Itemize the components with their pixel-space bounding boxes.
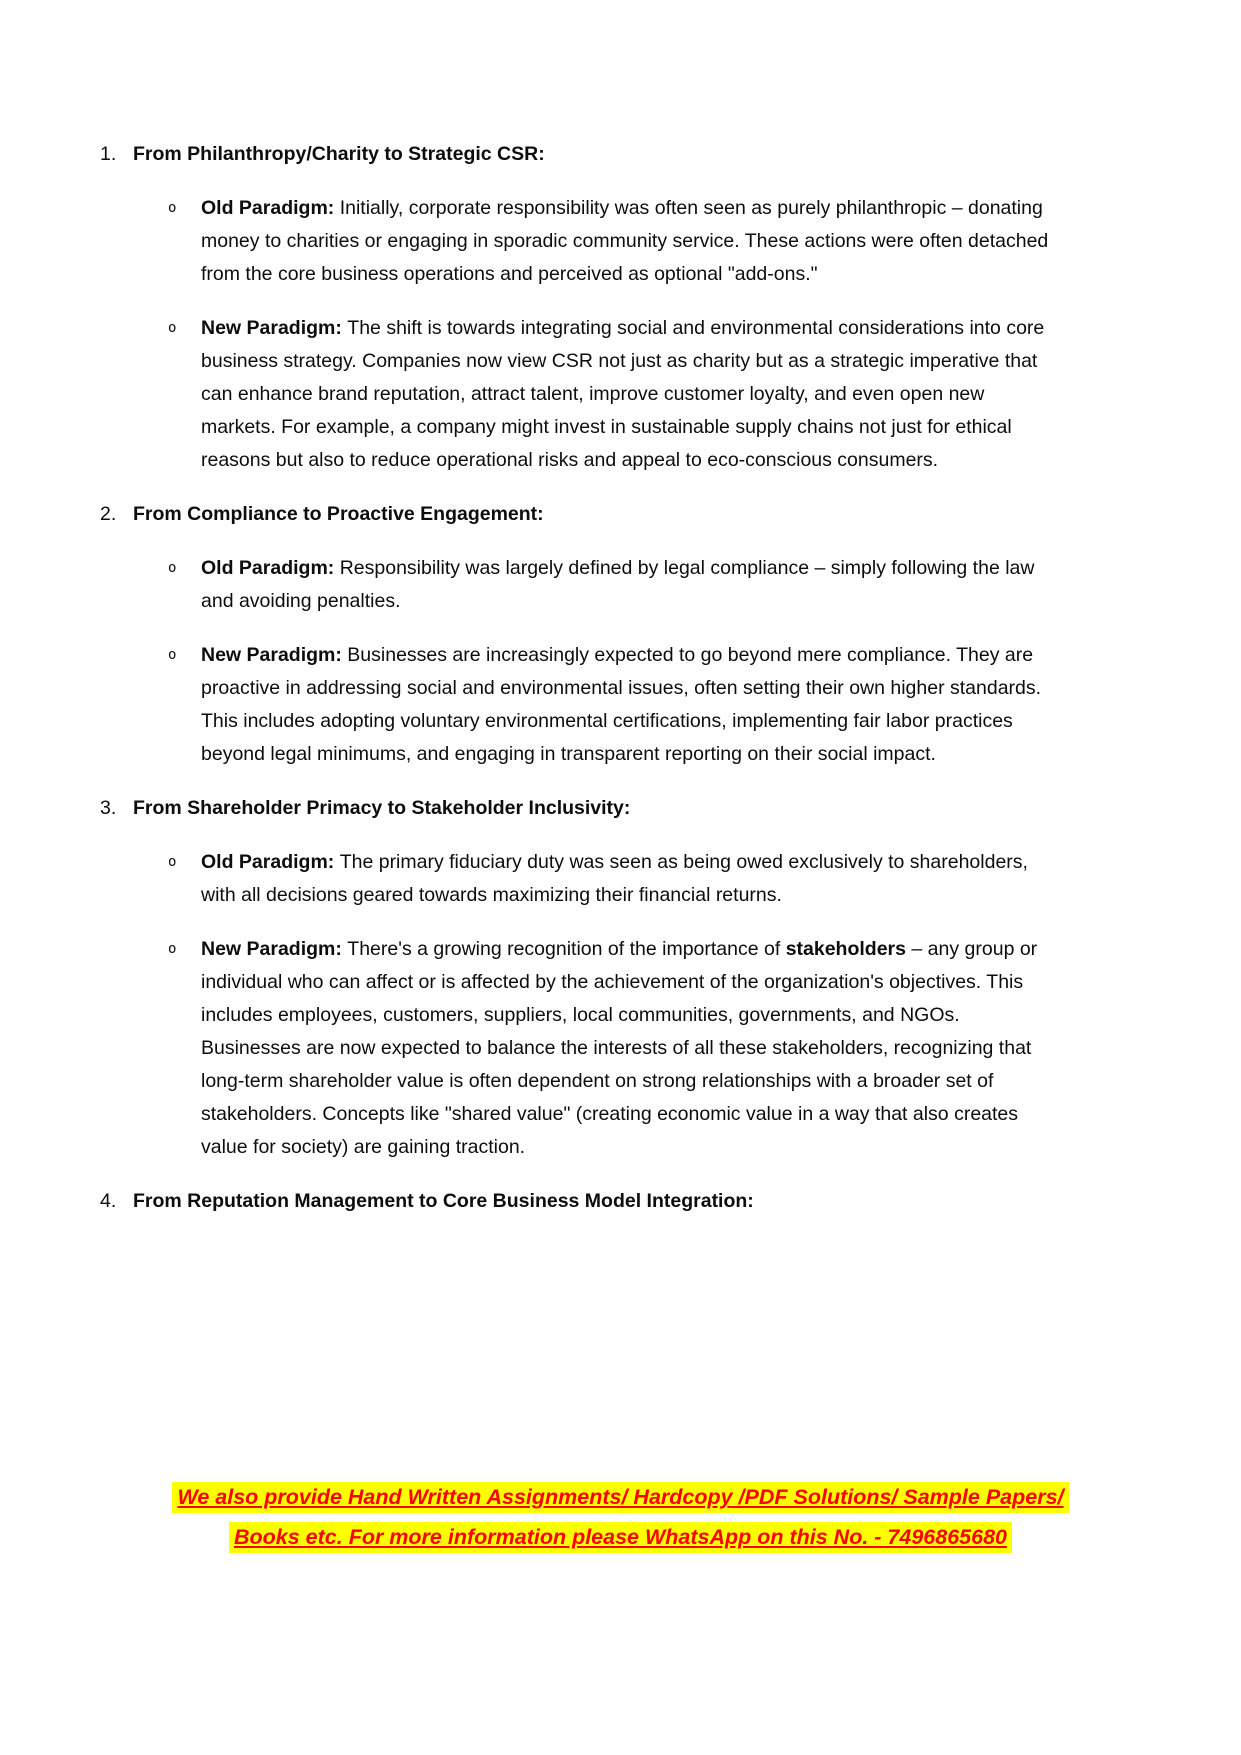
bullet-item	[168, 846, 1055, 912]
text-segment: Old Paradigm:	[201, 557, 340, 579]
text-segment: Old Paradigm:	[201, 851, 340, 873]
paradigm-shift-list	[100, 138, 1055, 1239]
footer-text-1: We also provide Hand Written Assignments/ Hardcopy /PDF Solutions/ Sample Papers/	[172, 1482, 1068, 1513]
item-heading-row	[100, 138, 1055, 171]
text-segment: Businesses are increasingly expected to go beyond mere compliance. They are proactive in addressing social and environmental issues, often setting their own higher standards. This includes adopting voluntary environmental certifications, implementing fair labor practices beyond legal minimums, and engaging in transparent reporting on their social impact.	[201, 644, 1042, 765]
bullet-item	[168, 639, 1055, 771]
list-item	[100, 498, 1055, 771]
list-item	[100, 138, 1055, 477]
bullet-marker-icon: o	[168, 320, 177, 336]
text-segment: Initially, corporate responsibility was often seen as purely philanthropic – donating money to charities or engaging in sporadic community service. These actions were often detached from the core business operations and perceived as optional "add-ons."	[201, 197, 1049, 285]
item-number: 3.	[100, 797, 117, 819]
item-heading-row	[100, 1185, 1055, 1218]
bullet-item	[168, 933, 1055, 1164]
bullet-marker-icon: o	[168, 854, 177, 870]
text-segment: stakeholders	[785, 938, 906, 960]
item-heading-row	[100, 498, 1055, 531]
item-heading: From Compliance to Proactive Engagement:	[133, 503, 544, 525]
footer-text-2: Books etc. For more information please WhatsApp on this No. - 7496865680	[229, 1522, 1012, 1553]
item-number: 1.	[100, 143, 117, 165]
text-segment: New Paradigm:	[201, 317, 348, 339]
list-item	[100, 792, 1055, 1164]
bullet-paragraph	[201, 552, 1055, 618]
footer-line	[0, 1517, 1241, 1557]
text-segment: The primary fiduciary duty was seen as being owed exclusively to shareholders, with all decisions geared towards maximizing their financial returns.	[201, 851, 1028, 906]
text-segment: – any group or individual who can affect or is affected by the achievement of the organization's objectives. This includes employees, customers, suppliers, local communities, governments, and NGOs. Businesses are now expected to balance the interests of all these stakeholders, recognizing that long-term shareholder value is often dependent on strong relationships with a broader set of stakeholders. Concepts like "shared value" (creating economic value in a way that also creates value for society) are gaining traction.	[201, 938, 1038, 1158]
bullet-paragraph	[201, 639, 1055, 771]
text-segment: Responsibility was largely defined by legal compliance – simply following the law and avoiding penalties.	[201, 557, 1035, 612]
list-item	[100, 1185, 1055, 1218]
bullet-item	[168, 552, 1055, 618]
bullet-marker-icon: o	[168, 647, 177, 663]
text-segment: New Paradigm:	[201, 644, 348, 666]
text-segment: New Paradigm:	[201, 938, 348, 960]
item-number: 4.	[100, 1190, 117, 1212]
item-heading: From Shareholder Primacy to Stakeholder Inclusivity:	[133, 797, 631, 819]
text-segment: Old Paradigm:	[201, 197, 340, 219]
bullet-paragraph	[201, 846, 1055, 912]
bullet-paragraph	[201, 312, 1055, 477]
item-heading-row	[100, 792, 1055, 825]
footer-banner	[0, 1477, 1241, 1557]
bullet-item	[168, 192, 1055, 291]
bullet-paragraph	[201, 933, 1055, 1164]
footer-line	[0, 1477, 1241, 1517]
item-heading: From Philanthropy/Charity to Strategic CSR:	[133, 143, 545, 165]
bullet-marker-icon: o	[168, 560, 177, 576]
bullet-paragraph	[201, 192, 1055, 291]
text-segment: The shift is towards integrating social and environmental considerations into core business strategy. Companies now view CSR not just as charity but as a strategic imperative that can enhance brand reputation, attract talent, improve customer loyalty, and even open new markets. For example, a company might invest in sustainable supply chains not just for ethical reasons but also to reduce operational risks and appeal to eco-conscious consumers.	[201, 317, 1045, 471]
bullet-marker-icon: o	[168, 200, 177, 216]
bullet-marker-icon: o	[168, 941, 177, 957]
text-segment: There's a growing recognition of the importance of	[347, 938, 786, 960]
bullet-item	[168, 312, 1055, 477]
item-heading: From Reputation Management to Core Business Model Integration:	[133, 1190, 754, 1212]
item-number: 2.	[100, 503, 117, 525]
